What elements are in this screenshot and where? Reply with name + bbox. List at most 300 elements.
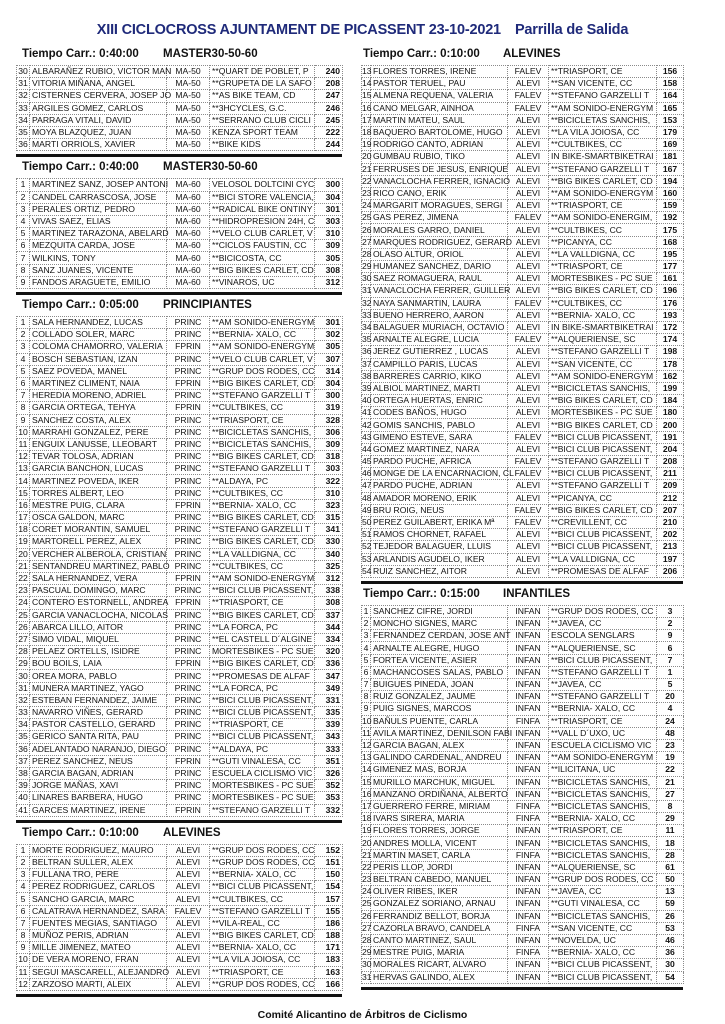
race-time: Tiempo Carr.: 0:05:00	[22, 299, 139, 311]
category-code: ALEVI	[508, 273, 549, 285]
start-position: 24	[18, 597, 28, 608]
start-position: 33	[18, 707, 28, 718]
team-name: **BIG BIKES CARLET, CD	[210, 264, 315, 276]
bib-number: 207	[657, 504, 684, 516]
rider-name: CORET MORANTIN, SAMUEL	[30, 524, 167, 536]
category-code: INFAN	[508, 910, 549, 922]
start-grid-section	[16, 48, 342, 157]
team-name: **LA VILA JOIOSA, CC	[549, 126, 657, 138]
category-code: ALEVI	[167, 942, 210, 954]
team-name: **BICI CLUB PICASSENT,	[210, 881, 315, 893]
start-grid-table	[16, 65, 343, 151]
bib-number: 307	[315, 353, 343, 365]
category-code: MA-60	[167, 179, 210, 191]
category-code: PRINC	[167, 438, 210, 450]
category-code: ALEVI	[508, 419, 549, 431]
category-code: FINFA	[508, 849, 549, 861]
bib-number: 303	[315, 463, 343, 475]
table-row	[362, 504, 684, 516]
rider-name: RUIZ SANCHEZ, AITOR	[371, 565, 508, 577]
start-position: 21	[362, 849, 372, 860]
rider-name: HUMANEZ SANCHEZ, DARIO	[371, 261, 508, 273]
start-position: 17	[18, 512, 28, 523]
rider-name: VANACLOCHA FERRER, IGNACIO	[371, 175, 508, 187]
start-position: 4	[17, 353, 30, 365]
team-name: **BICI CLUB PICASSENT,	[549, 971, 657, 983]
start-position: 30	[362, 959, 372, 970]
rider-name: MARTINEZ TARAZONA, ABELARD	[30, 228, 167, 240]
footer-organization: Comité Alicantino de Árbitros de Ciclismo	[257, 1009, 468, 1021]
bib-number: 162	[657, 370, 684, 382]
team-name: **STEFANO GARZELLI T	[210, 804, 315, 816]
team-name: **BICICLETAS SANCHIS,	[549, 849, 657, 861]
bib-number: 191	[657, 431, 684, 443]
start-position: 38	[362, 370, 372, 381]
start-position: 16	[18, 499, 28, 510]
bib-number: 308	[315, 264, 343, 276]
table-row	[17, 548, 343, 560]
bib-number: 208	[657, 456, 684, 468]
start-position: 38	[18, 768, 28, 779]
table-row	[362, 849, 684, 861]
start-position: 14	[362, 78, 372, 89]
table-row	[362, 102, 684, 114]
team-name: **BIG BIKES CARLET, CD	[210, 451, 315, 463]
right-column	[361, 48, 683, 994]
bib-number: 314	[315, 365, 343, 377]
start-position: 19	[362, 139, 372, 150]
left-column	[16, 48, 342, 1001]
rider-name: ARNALTE ALEGRE, HUGO	[371, 642, 508, 654]
rider-name: ALBARAÑEZ RUBIO, VICTOR MAN	[30, 66, 167, 78]
table-row	[362, 529, 684, 541]
rider-name: SANZ JUANES, VICENTE	[30, 264, 167, 276]
start-position: 4	[362, 642, 371, 654]
category-code: MA-60	[167, 264, 210, 276]
table-row	[362, 370, 684, 382]
rider-name: RAMOS CHORNET, RAFAEL	[371, 529, 508, 541]
category-code: PRINC	[167, 731, 210, 743]
table-row	[17, 240, 343, 252]
table-row	[362, 898, 684, 910]
team-name: **BICI CLUB PICASSENT,	[549, 541, 657, 553]
table-row	[17, 512, 343, 524]
start-position: 42	[362, 419, 372, 430]
start-position: 30	[18, 66, 28, 77]
start-position: 16	[362, 788, 372, 799]
table-row	[362, 66, 684, 78]
start-position: 8	[362, 691, 371, 703]
bib-number: 198	[657, 346, 684, 358]
category-code: PRINC	[167, 646, 210, 658]
table-row	[362, 248, 684, 260]
bib-number: 11	[657, 825, 684, 837]
rider-name: ALBIOL MARTINEZ, MARTI	[371, 382, 508, 394]
bib-number: 155	[315, 905, 343, 917]
start-position: 27	[362, 922, 372, 933]
category-code: FALEV	[167, 905, 210, 917]
bib-number: 172	[657, 321, 684, 333]
team-name: **BICICLETAS SANCHIS,	[549, 776, 657, 788]
table-row	[17, 560, 343, 572]
bib-number: 169	[657, 139, 684, 151]
team-name: **BIKE KIDS	[210, 139, 315, 151]
start-position: 28	[362, 248, 372, 259]
bib-number: 177	[657, 261, 684, 273]
table-row	[17, 215, 343, 227]
category-code: MA-50	[167, 102, 210, 114]
table-row	[17, 317, 343, 329]
start-position: 37	[18, 755, 28, 766]
table-row	[362, 837, 684, 849]
table-row	[362, 618, 684, 630]
start-position: 34	[18, 114, 28, 125]
bib-number: 353	[315, 792, 343, 804]
section-divider	[16, 292, 342, 295]
team-name: **VELO CLUB CARLET, V	[210, 353, 315, 365]
category-code: PRINC	[167, 426, 210, 438]
rider-name: SIMO VIDAL, MIQUEL	[30, 633, 167, 645]
table-row	[17, 658, 343, 670]
bib-number: 309	[315, 240, 343, 252]
start-position: 16	[362, 102, 372, 113]
table-row	[17, 463, 343, 475]
table-row	[17, 365, 343, 377]
section-header	[16, 299, 342, 316]
bib-number: 181	[657, 151, 684, 163]
table-row	[17, 731, 343, 743]
bib-number: 176	[657, 297, 684, 309]
bib-number: 188	[315, 930, 343, 942]
team-name: **BIG BIKES CARLET, CD	[210, 512, 315, 524]
team-name: **PROMESAS DE ALFAF	[549, 565, 657, 577]
start-position: 10	[362, 715, 372, 726]
start-position: 29	[18, 658, 28, 669]
bib-number: 163	[315, 966, 343, 978]
start-position: 24	[362, 886, 372, 897]
rider-name: GOMIS SANCHIS, PABLO	[371, 419, 508, 431]
team-name: **BICI STORE VALENCIA,	[210, 191, 315, 203]
team-name: **CULTBIKES, CC	[549, 224, 657, 236]
team-name: **SAN VICENTE, CC	[549, 78, 657, 90]
table-row	[362, 886, 684, 898]
bib-number: 183	[315, 954, 343, 966]
team-name: **BICICLETAS SANCHIS,	[549, 800, 657, 812]
team-name: **GRUP DOS RODES, CC	[210, 978, 315, 990]
rider-name: WILKINS, TONY	[30, 252, 167, 264]
table-row	[17, 792, 343, 804]
rider-name: MARTINEZ POVEDA, IKER	[30, 475, 167, 487]
bib-number: 5	[657, 679, 684, 691]
rider-name: HERVAS GALINDO, ALEX	[371, 971, 508, 983]
table-row	[17, 572, 343, 584]
category-code: PRINC	[167, 524, 210, 536]
start-position: 8	[17, 264, 30, 276]
category-code: PRINC	[167, 585, 210, 597]
category-code: ALEVI	[167, 917, 210, 929]
category-code: MA-60	[167, 228, 210, 240]
rider-name: MARTINEZ SANZ, JOSEP ANTONI	[30, 179, 167, 191]
rider-name: ADELANTADO NARANJO, DIEGO	[30, 743, 167, 755]
rider-name: MEZQUITA CARDA, JOSE	[30, 240, 167, 252]
rider-name: BARRERES CARRIO, KIKO	[371, 370, 508, 382]
team-name: MORTESBIKES - PC SUE	[210, 646, 315, 658]
category-code: INFAN	[508, 837, 549, 849]
table-row	[362, 727, 684, 739]
start-position: 32	[18, 694, 28, 705]
rider-name: FLORES TORRES, JORGE	[371, 825, 508, 837]
rider-name: ANDRES MOLLA, VICENT	[371, 837, 508, 849]
table-row	[362, 642, 684, 654]
category-code: PRINC	[167, 682, 210, 694]
category-code: ALEVI	[508, 382, 549, 394]
rider-name: RICO CANO, ERIK	[371, 187, 508, 199]
table-row	[362, 126, 684, 138]
table-row	[362, 800, 684, 812]
table-row	[362, 654, 684, 666]
start-position: 20	[362, 837, 372, 848]
rider-name: GOMEZ MARTINEZ, NARA	[371, 443, 508, 455]
bib-number: 184	[657, 395, 684, 407]
bib-number: 300	[315, 390, 343, 402]
start-position: 5	[17, 365, 30, 377]
team-name: IN BIKE-SMARTBIKETRAI	[549, 151, 657, 163]
rider-name: PARRAGA VITALI, DAVID	[30, 114, 167, 126]
start-position: 14	[362, 764, 372, 775]
rider-name: FLORES TORRES, IRENE	[371, 66, 508, 78]
rider-name: ESTEBAN FERNANDEZ, JAIME	[30, 694, 167, 706]
category-code: ALEVI	[508, 309, 549, 321]
bib-number: 303	[315, 215, 343, 227]
bib-number: 213	[657, 541, 684, 553]
start-position: 17	[362, 800, 372, 811]
team-name: **GUTI VINALESA, CC	[549, 898, 657, 910]
rider-name: OLASO ALTUR, ORIOL	[371, 248, 508, 260]
page-title	[0, 22, 725, 38]
start-position: 11	[362, 727, 371, 738]
table-row	[17, 694, 343, 706]
team-name: **AM SONIDO-ENERGYM	[549, 102, 657, 114]
bib-number: 352	[315, 780, 343, 792]
rider-name: FERRUSES DE JESUS, ENRIQUE	[371, 163, 508, 175]
section-divider	[16, 820, 342, 823]
team-name: **BERNIA- XALO, CC	[210, 499, 315, 511]
category-code: MA-60	[167, 276, 210, 288]
rider-name: MARTI ORRIOLS, XAVIER	[30, 139, 167, 151]
start-position: 3	[17, 869, 30, 881]
rider-name: OREA MORA, PABLO	[30, 670, 167, 682]
bib-number: 343	[315, 731, 343, 743]
bib-number: 7	[657, 654, 684, 666]
bib-number: 318	[315, 451, 343, 463]
category-code: FINFA	[508, 813, 549, 825]
bib-number: 28	[657, 849, 684, 861]
bib-number: 306	[315, 426, 343, 438]
rider-name: PERIS LLOP, JORDI	[371, 861, 508, 873]
table-row	[17, 114, 343, 126]
bib-number: 158	[657, 78, 684, 90]
team-name: **BICI CLUB PICASSENT,	[549, 654, 657, 666]
team-name: **BICI CLUB PICASSENT,	[549, 529, 657, 541]
start-position: 40	[362, 395, 372, 406]
team-name: **BERNIA- XALO, CC	[549, 703, 657, 715]
table-row	[17, 869, 343, 881]
category-code: PRINC	[167, 487, 210, 499]
category-code: PRINC	[167, 743, 210, 755]
start-position: 35	[18, 127, 28, 138]
team-name: **STEFANO GARZELLI T	[549, 666, 657, 678]
start-grid-table	[361, 65, 684, 578]
race-time: Tiempo Carr.: 0:40:00	[22, 48, 139, 60]
section-header	[16, 161, 342, 178]
table-row	[17, 707, 343, 719]
category-code: ALEVI	[167, 881, 210, 893]
rider-name: CALATRAVA HERNANDEZ, SARA	[30, 905, 167, 917]
table-row	[17, 203, 343, 215]
table-row	[362, 90, 684, 102]
table-row	[362, 358, 684, 370]
category-code: PRINC	[167, 621, 210, 633]
start-position: 28	[362, 935, 372, 946]
start-position: 26	[362, 910, 372, 921]
bib-number: 196	[657, 285, 684, 297]
bib-number: 244	[315, 139, 343, 151]
team-name: **BICICLETAS SANCHIS,	[549, 788, 657, 800]
table-row	[362, 691, 684, 703]
rider-name: PASTOR CASTELLO, GERARD	[30, 719, 167, 731]
bib-number: 334	[315, 633, 343, 645]
table-row	[17, 139, 343, 151]
team-name: **TRIASPORT, CE	[549, 66, 657, 78]
start-position: 7	[362, 679, 371, 691]
table-row	[17, 524, 343, 536]
start-position: 23	[362, 187, 372, 198]
start-grid-table	[16, 316, 343, 817]
team-name: **JAVEA, CC	[549, 679, 657, 691]
rider-name: BALAGUER MURIACH, OCTAVIO	[371, 321, 508, 333]
rider-name: GIMENO ESTEVE, SARA	[371, 431, 508, 443]
team-name: **CULTBIKES, CC	[210, 893, 315, 905]
team-name: ESCUELA CICLISMO VIC	[210, 767, 315, 779]
table-row	[362, 679, 684, 691]
rider-name: BAÑULS PUENTE, CARLA	[371, 715, 508, 727]
team-name: **BICICLETAS SANCHIS,	[549, 382, 657, 394]
rider-name: MORTE RODRIGUEZ, MAURO	[30, 844, 167, 856]
table-row	[17, 682, 343, 694]
team-name: **STEFANO GARZELLI T	[549, 346, 657, 358]
team-name: MORTESBIKES - PC SUE	[549, 273, 657, 285]
table-row	[17, 66, 343, 78]
start-grid-section	[361, 48, 683, 584]
category-code: FINFA	[508, 800, 549, 812]
category-code: MA-60	[167, 240, 210, 252]
section-header	[16, 827, 342, 844]
bib-number: 344	[315, 621, 343, 633]
category-code: PRINC	[167, 414, 210, 426]
rider-name: JORGE MAÑAS, XAVI	[30, 780, 167, 792]
category-code: ALEVI	[508, 200, 549, 212]
category-code: FINFA	[508, 922, 549, 934]
start-position: 9	[17, 942, 30, 954]
team-name: **SERRANO CLUB CICLI	[210, 114, 315, 126]
bib-number: 305	[315, 341, 343, 353]
rider-name: PARDO PUCHE, AFRICA	[371, 456, 508, 468]
rider-name: SAEZ ROMAGUERA, RAUL	[371, 273, 508, 285]
section-header	[16, 48, 342, 65]
category-code: ALEVI	[508, 224, 549, 236]
rider-name: BUENO HERRERO, AARON	[371, 309, 508, 321]
bib-number: 154	[315, 881, 343, 893]
rider-name: PASTOR TERUEL, PAU	[371, 78, 508, 90]
table-row	[362, 236, 684, 248]
rider-name: SALA HERNANDEZ, VERA	[30, 572, 167, 584]
table-row	[17, 930, 343, 942]
team-name: **GRUP DOS RODES, CC	[210, 856, 315, 868]
rider-name: ALMENA REQUENA, VALERIA	[371, 90, 508, 102]
table-row	[17, 126, 343, 138]
rider-name: BOSCH SEBASTIAN, IZAN	[30, 353, 167, 365]
team-name: MORTESBIKES - PC SUE	[549, 407, 657, 419]
table-row	[362, 297, 684, 309]
start-position: 13	[362, 752, 372, 763]
category-title: INFANTILES	[503, 587, 571, 600]
bib-number: 21	[657, 776, 684, 788]
category-code: INFAN	[508, 934, 549, 946]
table-row	[17, 719, 343, 731]
team-name: **BICICOSTA, CC	[210, 252, 315, 264]
bib-number: 310	[315, 487, 343, 499]
table-row	[17, 670, 343, 682]
category-code: INFAN	[508, 825, 549, 837]
start-position: 6	[17, 905, 30, 917]
category-code: PRINC	[167, 475, 210, 487]
rider-name: MARTIN MASET, CARLA	[371, 849, 508, 861]
bib-number: 150	[315, 869, 343, 881]
start-position: 5	[362, 654, 371, 666]
team-name: **SAN VICENTE, CC	[549, 922, 657, 934]
category-code: ALEVI	[508, 321, 549, 333]
table-row	[362, 285, 684, 297]
start-position: 24	[362, 200, 372, 211]
category-code: FALEV	[508, 468, 549, 480]
category-code: INFAN	[508, 605, 549, 617]
table-row	[362, 419, 684, 431]
start-position: 37	[362, 358, 372, 369]
category-code: INFAN	[508, 874, 549, 886]
team-name: **STEFANO GARZELLI T	[549, 480, 657, 492]
table-row	[17, 191, 343, 203]
category-code: INFAN	[508, 959, 549, 971]
table-row	[17, 377, 343, 389]
rider-name: HEREDIA MORENO, ADRIEL	[30, 390, 167, 402]
start-position: 3	[362, 630, 371, 642]
category-code: INFAN	[508, 861, 549, 873]
category-code: FINFA	[508, 715, 549, 727]
table-row	[17, 978, 343, 990]
table-row	[362, 346, 684, 358]
start-position: 44	[362, 443, 372, 454]
team-name: **STEFANO GARZELLI T	[549, 163, 657, 175]
team-name: **LA FORCA, PC	[210, 621, 315, 633]
bib-number: 1	[657, 666, 684, 678]
table-row	[17, 487, 343, 499]
start-position: 17	[362, 114, 372, 125]
table-row	[17, 451, 343, 463]
start-position: 19	[18, 536, 28, 547]
table-row	[17, 475, 343, 487]
team-name: **BERNIA- XALO, CC	[549, 947, 657, 959]
category-code: INFAN	[508, 642, 549, 654]
